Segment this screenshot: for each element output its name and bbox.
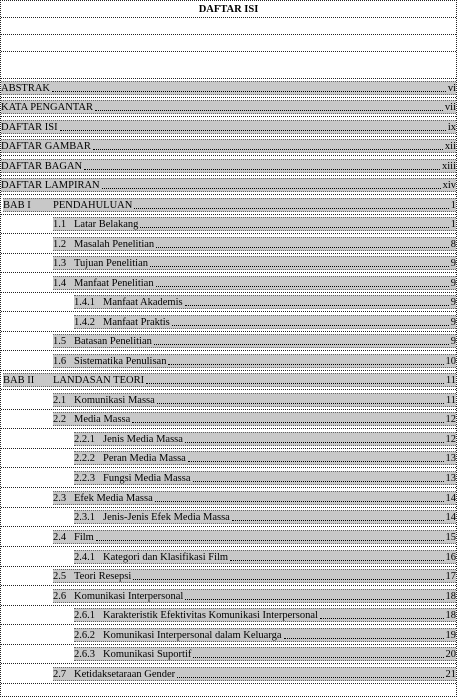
toc-page-number: 16 bbox=[445, 551, 456, 563]
toc-label: Komunikasi Interpersonal bbox=[74, 590, 184, 602]
dot-leader bbox=[320, 618, 444, 619]
dot-leader bbox=[84, 169, 440, 170]
toc-number: 1.4.2 bbox=[74, 316, 95, 328]
toc-number: 2.6.3 bbox=[74, 648, 95, 660]
toc-row bbox=[1, 235, 456, 254]
toc-page-number: 18 bbox=[445, 590, 456, 602]
dot-leader bbox=[96, 540, 444, 541]
toc-number: 1.3 bbox=[53, 257, 67, 269]
toc-label: Fungsi Media Massa bbox=[103, 472, 191, 484]
toc-number: 2.2 bbox=[53, 413, 67, 425]
toc-label: Masalah Penelitian bbox=[74, 238, 155, 250]
toc-page-number: 1 bbox=[450, 199, 456, 211]
dot-leader bbox=[140, 227, 448, 228]
toc-entry[interactable] bbox=[53, 276, 456, 290]
toc-entry[interactable] bbox=[53, 237, 456, 251]
toc-label: Film bbox=[74, 531, 94, 543]
toc-label: Manfaat Penelitian bbox=[74, 277, 154, 289]
toc-row bbox=[1, 449, 456, 468]
toc-page-number: 13 bbox=[445, 472, 456, 484]
toc-row bbox=[1, 254, 456, 273]
toc-row bbox=[1, 79, 456, 98]
toc-page-number: 9 bbox=[450, 316, 456, 328]
toc-number: 2.3.1 bbox=[74, 511, 95, 523]
toc-row bbox=[1, 137, 456, 156]
toc-entry[interactable] bbox=[53, 217, 456, 231]
toc-entry[interactable] bbox=[74, 510, 456, 524]
toc-label: Tujuan Penelitian bbox=[74, 257, 148, 269]
toc-number: 1.2 bbox=[53, 238, 67, 250]
toc-entry[interactable] bbox=[3, 373, 456, 387]
toc-entry[interactable] bbox=[74, 295, 456, 309]
dot-leader bbox=[157, 403, 444, 404]
toc-entry[interactable] bbox=[53, 569, 456, 583]
dot-leader bbox=[133, 579, 443, 580]
toc-number: 2.6.1 bbox=[74, 609, 95, 621]
blank-row bbox=[1, 18, 456, 35]
toc-label: Jenis-Jenis Efek Media Massa bbox=[103, 511, 230, 523]
toc-label: Komunikasi Interpersonal dalam Keluarga bbox=[103, 629, 282, 641]
toc-number: 2.7 bbox=[53, 668, 67, 680]
toc-entry[interactable] bbox=[53, 393, 456, 407]
toc-page-number: 12 bbox=[445, 413, 456, 425]
toc-row bbox=[1, 508, 456, 527]
toc-number: 1.5 bbox=[53, 335, 67, 347]
toc-row bbox=[1, 665, 456, 684]
toc-number: BAB II bbox=[3, 374, 35, 386]
toc-label: PENDAHULUAN bbox=[53, 199, 133, 211]
toc-page-number: 10 bbox=[445, 355, 456, 367]
toc-row bbox=[1, 352, 456, 371]
toc-entry[interactable] bbox=[3, 198, 456, 212]
toc-entry[interactable] bbox=[1, 178, 456, 192]
toc-page-number: 14 bbox=[445, 492, 456, 504]
toc-page-number: 19 bbox=[445, 629, 456, 641]
toc-label: Peran Media Massa bbox=[103, 452, 186, 464]
dot-leader bbox=[284, 638, 444, 639]
dot-leader bbox=[132, 422, 443, 423]
toc-number: 2.4 bbox=[53, 531, 67, 543]
toc-row bbox=[1, 371, 456, 390]
dot-leader bbox=[177, 677, 443, 678]
toc-number: 1.4 bbox=[53, 277, 67, 289]
toc-label: Manfaat Praktis bbox=[103, 316, 170, 328]
toc-entry[interactable] bbox=[53, 334, 456, 348]
toc-entry[interactable] bbox=[74, 471, 456, 485]
toc-page-number: 21 bbox=[445, 668, 456, 680]
toc-entry[interactable] bbox=[74, 647, 456, 661]
toc-label: Jenis Media Massa bbox=[103, 433, 183, 445]
toc-label: Efek Media Massa bbox=[74, 492, 153, 504]
toc-number: 2.4.1 bbox=[74, 551, 95, 563]
toc-entry[interactable] bbox=[74, 608, 456, 622]
dot-leader bbox=[102, 188, 441, 189]
toc-page-number: 18 bbox=[445, 609, 456, 621]
dot-leader bbox=[52, 91, 446, 92]
toc-page-number: vii bbox=[444, 101, 456, 113]
dot-leader bbox=[193, 657, 443, 658]
dot-leader bbox=[185, 442, 444, 443]
toc-page-number: 9 bbox=[450, 257, 456, 269]
toc-page-number: 15 bbox=[445, 531, 456, 543]
toc-row bbox=[1, 391, 456, 410]
dot-leader bbox=[193, 481, 444, 482]
dot-leader bbox=[188, 461, 444, 462]
toc-page-number: 17 bbox=[445, 570, 456, 582]
toc-row bbox=[1, 567, 456, 586]
toc-page-number: 9 bbox=[450, 277, 456, 289]
toc-row bbox=[1, 274, 456, 293]
toc-row bbox=[1, 176, 456, 195]
toc-number: 2.2.3 bbox=[74, 472, 95, 484]
toc-row bbox=[1, 157, 456, 176]
dot-leader bbox=[168, 364, 443, 365]
toc-entry[interactable] bbox=[74, 432, 456, 446]
toc-label: Komunikasi Suportif bbox=[103, 648, 192, 660]
toc-number: 2.3 bbox=[53, 492, 67, 504]
toc-label: Komunikasi Massa bbox=[74, 394, 155, 406]
dot-leader bbox=[185, 305, 449, 306]
toc-label: Ketidaksetaraan Gender bbox=[74, 668, 176, 680]
toc-label: Batasan Penelitian bbox=[74, 335, 152, 347]
dot-leader bbox=[156, 286, 449, 287]
toc-entry[interactable] bbox=[74, 315, 456, 329]
toc-row bbox=[1, 410, 456, 429]
toc-page-number: xii bbox=[444, 140, 456, 152]
toc-entry[interactable] bbox=[53, 589, 456, 603]
toc-row bbox=[1, 606, 456, 625]
toc-page-number: 14 bbox=[445, 511, 456, 523]
blank-row bbox=[1, 52, 456, 79]
toc-page-number: 13 bbox=[445, 452, 456, 464]
toc-row bbox=[1, 528, 456, 547]
dot-leader bbox=[172, 325, 449, 326]
toc-label: Kategori dan Klasifikasi Film bbox=[103, 551, 229, 563]
toc-entry[interactable] bbox=[53, 354, 456, 368]
dot-leader bbox=[232, 520, 444, 521]
toc-page-number: 20 bbox=[445, 648, 456, 660]
toc-entry[interactable] bbox=[53, 256, 456, 270]
toc-entry[interactable] bbox=[1, 139, 456, 153]
toc-row bbox=[1, 626, 456, 645]
dot-leader bbox=[154, 344, 449, 345]
toc-row bbox=[1, 548, 456, 567]
toc-row bbox=[1, 332, 456, 351]
dot-leader bbox=[93, 149, 443, 150]
toc-entry[interactable] bbox=[53, 530, 456, 544]
toc-row bbox=[1, 215, 456, 234]
toc-label: Media Massa bbox=[74, 413, 131, 425]
toc-page-number: 8 bbox=[450, 238, 456, 250]
toc-number: 2.5 bbox=[53, 570, 67, 582]
page-title: DAFTAR ISI bbox=[1, 1, 456, 18]
toc-entry[interactable] bbox=[53, 667, 456, 681]
toc-entry[interactable] bbox=[1, 159, 456, 173]
toc-label: KATA PENGANTAR bbox=[1, 101, 93, 113]
toc-row bbox=[1, 489, 456, 508]
toc-page-number: 11 bbox=[445, 394, 456, 406]
toc-row bbox=[1, 196, 456, 215]
dot-leader bbox=[60, 130, 446, 131]
toc-entry[interactable] bbox=[1, 120, 456, 134]
toc-number: 2.6.2 bbox=[74, 629, 95, 641]
toc-label: Karakteristik Efektivitas Komunikasi Interpersonal bbox=[103, 609, 318, 621]
toc-label: Teori Resepsi bbox=[74, 570, 132, 582]
toc-entry[interactable] bbox=[53, 491, 456, 505]
toc-row bbox=[1, 587, 456, 606]
toc-page-number: 9 bbox=[450, 335, 456, 347]
blank-row bbox=[1, 35, 456, 52]
toc-label: Latar Belakang bbox=[74, 218, 139, 230]
toc-row bbox=[1, 313, 456, 332]
dot-leader bbox=[134, 208, 448, 209]
toc-number: BAB I bbox=[3, 199, 31, 211]
toc-page-number: xiv bbox=[442, 179, 456, 191]
toc-page-number: 1 bbox=[450, 218, 456, 230]
toc-label: DAFTAR LAMPIRAN bbox=[1, 179, 100, 191]
toc-number: 2.1 bbox=[53, 394, 67, 406]
toc-page-number: ix bbox=[447, 121, 456, 133]
toc-row bbox=[1, 469, 456, 488]
dot-leader bbox=[185, 599, 443, 600]
toc-label: DAFTAR BAGAN bbox=[1, 160, 83, 172]
toc-label: DAFTAR GAMBAR bbox=[1, 140, 91, 152]
dot-leader bbox=[230, 560, 443, 561]
dot-leader bbox=[146, 383, 444, 384]
toc-entry[interactable] bbox=[1, 100, 456, 114]
toc-row bbox=[1, 118, 456, 137]
toc-label: LANDASAN TEORI bbox=[53, 374, 145, 386]
toc-page-number: 12 bbox=[445, 433, 456, 445]
dot-leader bbox=[95, 110, 443, 111]
toc-page-number: vi bbox=[447, 82, 456, 94]
toc-entry[interactable] bbox=[1, 81, 456, 95]
toc-page-number: 9 bbox=[450, 296, 456, 308]
toc-number: 2.6 bbox=[53, 590, 67, 602]
toc-entry[interactable] bbox=[74, 550, 456, 564]
dot-leader bbox=[156, 247, 449, 248]
toc-number: 2.2.2 bbox=[74, 452, 95, 464]
toc-row bbox=[1, 645, 456, 664]
toc-row bbox=[1, 293, 456, 312]
toc-number: 1.4.1 bbox=[74, 296, 95, 308]
dot-leader bbox=[150, 266, 449, 267]
toc-number: 2.2.1 bbox=[74, 433, 95, 445]
toc-entry[interactable] bbox=[74, 628, 456, 642]
toc-page-number: 11 bbox=[445, 374, 456, 386]
toc-entry[interactable] bbox=[74, 451, 456, 465]
toc-row bbox=[1, 430, 456, 449]
toc-page-number: xiii bbox=[441, 160, 456, 172]
toc-label: Manfaat Akademis bbox=[103, 296, 183, 308]
toc-label: DAFTAR ISI bbox=[1, 121, 58, 133]
toc-label: ABSTRAK bbox=[1, 82, 51, 94]
toc-number: 1.6 bbox=[53, 355, 67, 367]
toc-label: Sistematika Penulisan bbox=[74, 355, 167, 367]
toc-number: 1.1 bbox=[53, 218, 67, 230]
toc-entry[interactable] bbox=[53, 412, 456, 426]
toc-row bbox=[1, 98, 456, 117]
dot-leader bbox=[155, 501, 444, 502]
